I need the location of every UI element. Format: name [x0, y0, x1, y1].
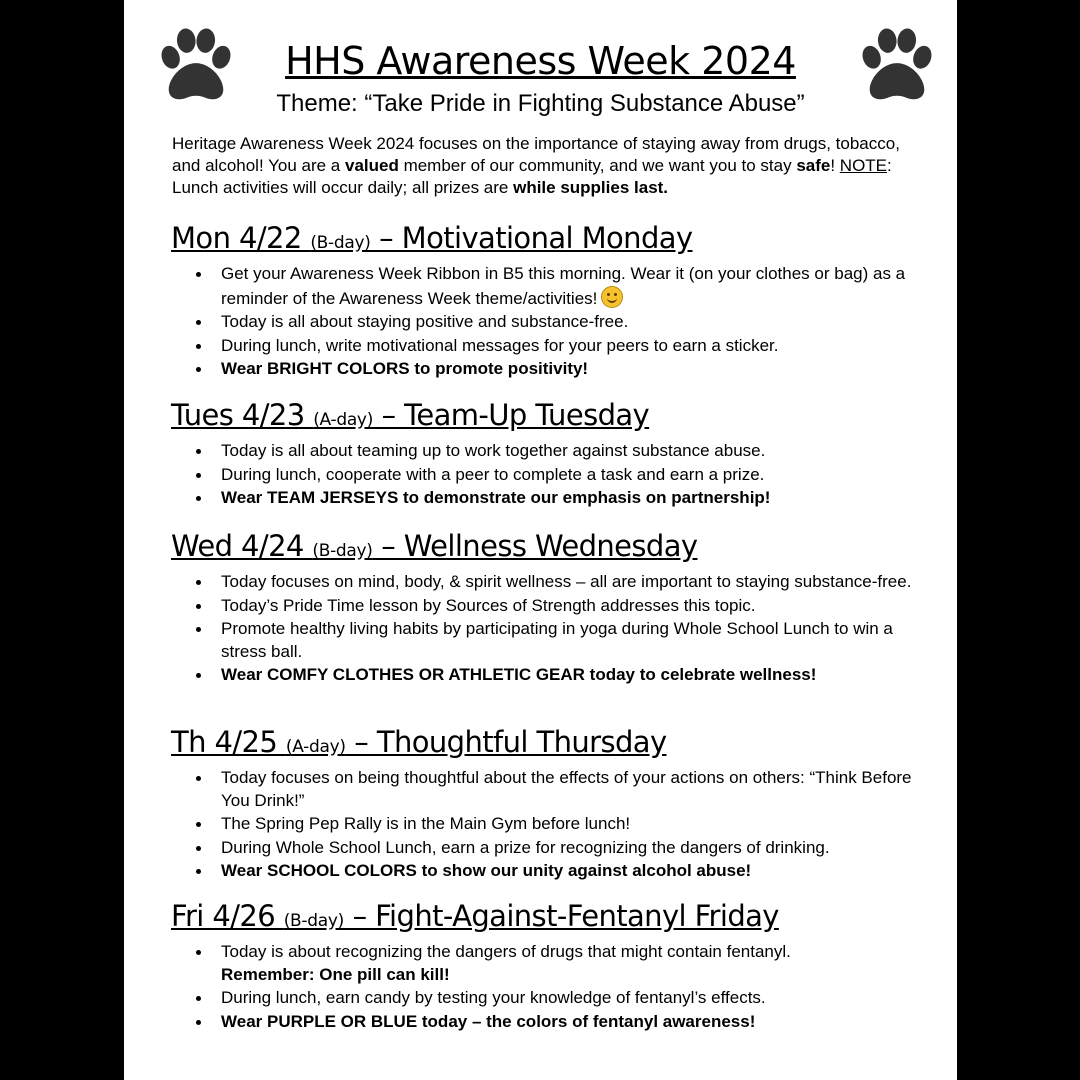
day-heading: [171, 724, 941, 765]
day-date: Tues 4/23: [171, 398, 314, 432]
day-list: [171, 941, 941, 1033]
day-date: Mon 4/22: [171, 221, 311, 255]
smiling-face-icon: [601, 286, 623, 308]
list-item: [221, 263, 941, 310]
day-tag: (B-day): [283, 911, 344, 931]
list-item: Today is all about staying positive and substance-free.: [221, 311, 941, 334]
day-name: – Team-Up Tuesday: [373, 398, 650, 432]
day-section-tuesday: [171, 397, 941, 511]
list-item: Today is all about teaming up to work together against substance abuse.: [221, 440, 941, 463]
day-date: Fri 4/26: [171, 899, 284, 933]
list-item: Wear BRIGHT COLORS to promote positivity!: [221, 358, 941, 381]
day-name: – Thoughtful Thursday: [345, 725, 667, 759]
list-item: Wear COMFY CLOTHES OR ATHLETIC GEAR today to celebrate wellness!: [221, 664, 941, 687]
list-item: The Spring Pep Rally is in the Main Gym before lunch!: [221, 813, 941, 836]
day-section-thursday: [171, 724, 941, 884]
intro-text: : Lunch activities will occur daily; all prizes are: [172, 156, 892, 197]
day-list: [171, 571, 941, 687]
intro-paragraph: [172, 133, 932, 199]
list-item: Today’s Pride Time lesson by Sources of Strength addresses this topic.: [221, 595, 941, 618]
list-item-text: Get your Awareness Week Ribbon in B5 this morning. Wear it (on your clothes or bag) as a reminder of the Awareness Week theme/activities!: [221, 264, 906, 308]
day-list: [171, 263, 941, 381]
list-item: During lunch, write motivational messages for your peers to earn a sticker.: [221, 335, 941, 358]
day-heading: [171, 397, 941, 438]
list-item: During lunch, cooperate with a peer to complete a task and earn a prize.: [221, 464, 941, 487]
day-tag: (B-day): [312, 541, 373, 561]
theme-subtitle: Theme: “Take Pride in Fighting Substance Abuse”: [276, 90, 805, 117]
flyer-page: [124, 0, 957, 1080]
day-name: – Wellness Wednesday: [372, 529, 698, 563]
list-item: Wear TEAM JERSEYS to demonstrate our emphasis on partnership!: [221, 487, 941, 510]
intro-text: member of our community, and we want you to stay: [398, 156, 797, 175]
day-heading: [171, 898, 941, 939]
intro-valued: valued: [344, 156, 399, 175]
list-item: Wear PURPLE OR BLUE today – the colors of fentanyl awareness!: [221, 1011, 941, 1034]
intro-safe: safe: [796, 156, 831, 175]
day-tag: (B-day): [310, 233, 371, 253]
intro-supplies: while supplies last.: [513, 178, 669, 197]
intro-text: Heritage Awareness Week 2024 focuses on the importance of staying away from drugs, tobacco, and alcohol! You are a: [172, 134, 900, 175]
list-item: During lunch, earn candy by testing your knowledge of fentanyl’s effects.: [221, 987, 941, 1010]
list-item: During Whole School Lunch, earn a prize for recognizing the dangers of drinking.: [221, 837, 941, 860]
day-date: Th 4/25: [171, 725, 286, 759]
day-section-wednesday: [171, 528, 941, 688]
list-item: Today focuses on being thoughtful about the effects of your actions on others: “Think Before You Drink!”: [221, 767, 941, 812]
day-list: [171, 440, 941, 510]
list-item: Today focuses on mind, body, & spirit wellness – all are important to staying substance-free.: [221, 571, 941, 594]
day-heading: [171, 528, 941, 569]
day-date: Wed 4/24: [171, 529, 313, 563]
day-name: – Motivational Monday: [370, 221, 693, 255]
day-tag: (A-day): [285, 737, 346, 757]
day-tag: (A-day): [313, 410, 374, 430]
day-section-friday: [171, 898, 941, 1034]
day-list: [171, 767, 941, 883]
day-name: – Fight-Against-Fentanyl Friday: [343, 899, 779, 933]
page-title: HHS Awareness Week 2024: [285, 39, 796, 83]
list-item: Promote healthy living habits by participating in yoga during Whole School Lunch to win a stress ball.: [221, 618, 941, 663]
intro-note: NOTE: [839, 156, 888, 175]
day-heading: [171, 220, 941, 261]
list-item: Wear SCHOOL COLORS to show our unity against alcohol abuse!: [221, 860, 941, 883]
remember-note: Remember: One pill can kill!: [221, 964, 450, 984]
day-section-monday: [171, 220, 941, 382]
list-item: [221, 941, 941, 986]
intro-text: !: [830, 156, 840, 175]
list-item-text: Today is about recognizing the dangers of drugs that might contain fentanyl.: [221, 942, 791, 961]
